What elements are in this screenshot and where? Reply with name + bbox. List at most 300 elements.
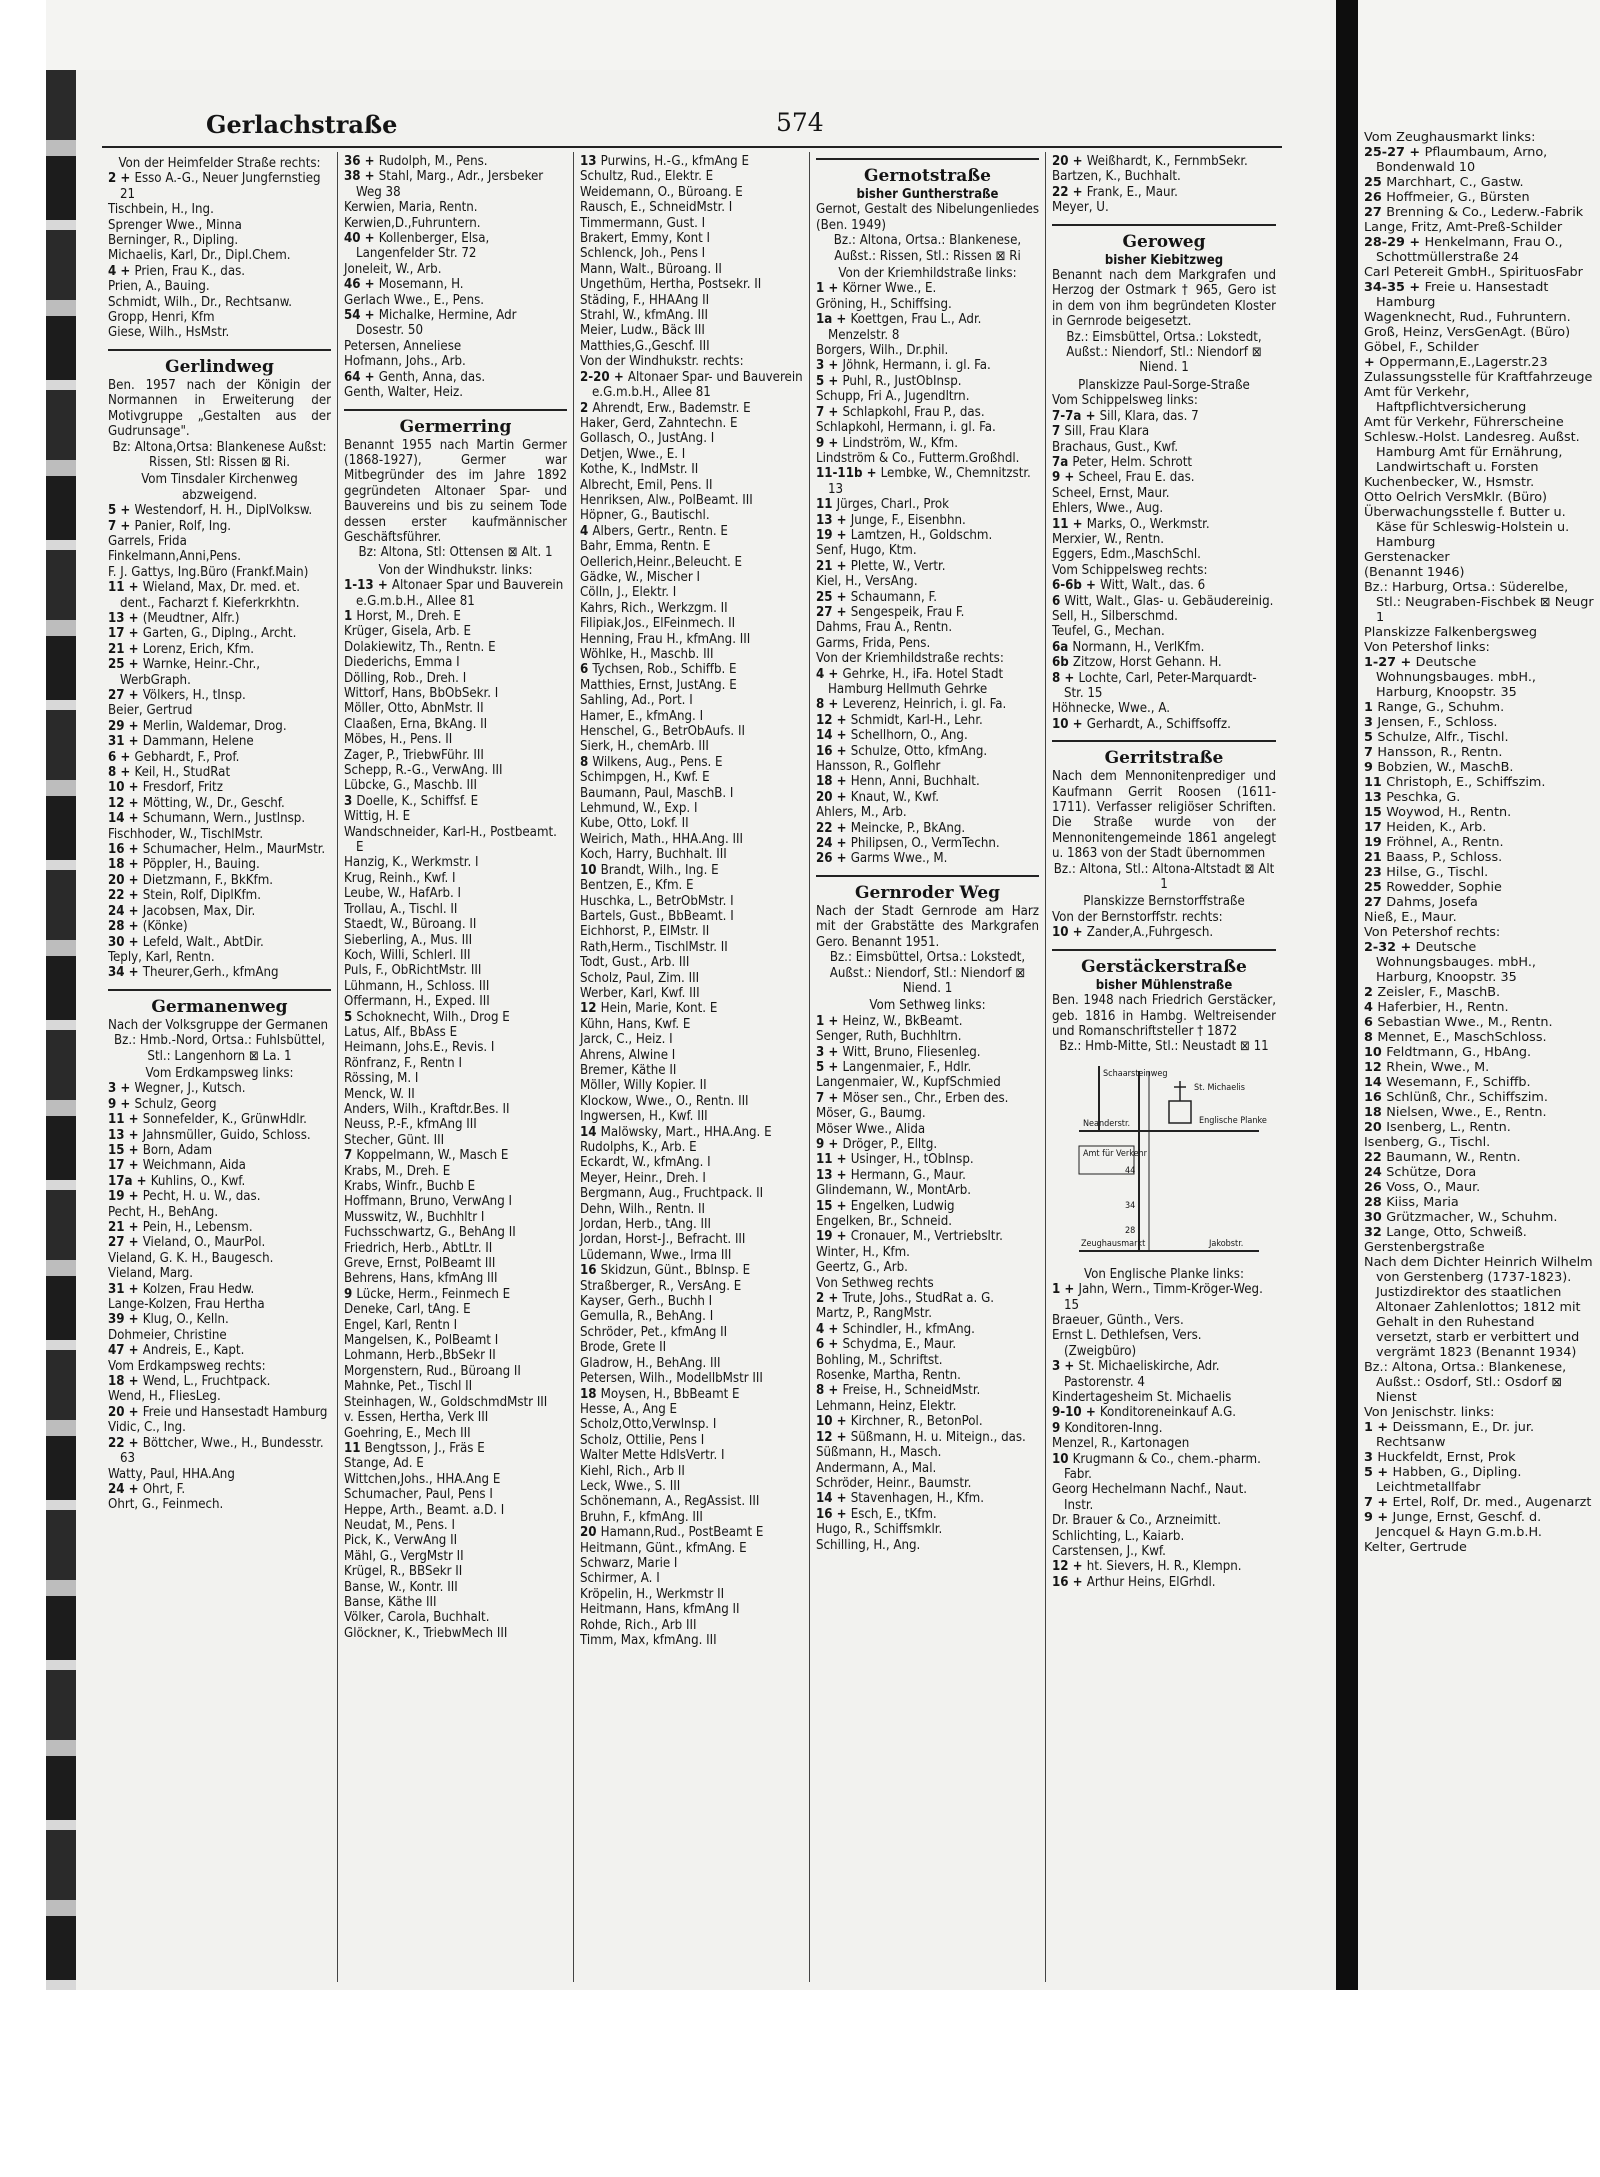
directory-entry: Schirmer, A. I (580, 1571, 660, 1587)
directory-entry: Ahlers, M., Arb. (816, 805, 907, 821)
house-number: 16 + (108, 842, 143, 858)
directory-entry: Detjen, Wwe., E. I (580, 446, 686, 462)
directory-entry: 3 + Wegner, J., Kutsch. (108, 1081, 246, 1097)
directory-entry: Kube, Otto, Lokf. II (580, 816, 689, 832)
directory-entry: Wittig, H. E (344, 809, 411, 825)
house-number: 5 + (816, 373, 843, 389)
house-number: 7 + (816, 1090, 843, 1106)
directory-entry: 9-10 + Konditoreneinkauf A.G. (1052, 1405, 1237, 1421)
directory-entry: 7 + Ertel, Rolf, Dr. med., Augenarzt (1364, 1495, 1592, 1510)
house-number: 13 + (108, 1127, 143, 1143)
directory-entry: Kühn, Hans, Kwf. E (580, 1016, 691, 1032)
directory-entry: Möller, Willy Kopier. II (580, 1078, 707, 1094)
house-number: 6 + (108, 749, 135, 765)
street-district: Bz.: Eimsbüttel, Ortsa.: Lokstedt, Außst.: Niendorf, Stl.: Niendorf ⊠ Niend. 1 (1066, 329, 1262, 376)
directory-entry: 27 + Völkers, H., tInsp. (108, 688, 246, 703)
directory-entry: Stange, Ad. E (344, 1456, 424, 1472)
house-number: 25-27 + (1364, 145, 1425, 160)
directory-entry: 12 + ht. Sievers, H. R., Klempn. (1052, 1559, 1242, 1575)
house-number: 4 + (816, 1321, 843, 1337)
house-number: 7 (1364, 745, 1378, 760)
directory-entry: Krabs, Winfr., Buchb E (344, 1179, 476, 1194)
directory-entry: Möller, Otto, AbnMstr. II (344, 701, 484, 717)
directory-entry: Nach dem Dichter Heinrich Wilhelm von Gerstenberg (1737-1823). Justizdirektor des staatlichen Altonaer Zahlenlottos; 1812 mit Gehalt in den Ruhestand versetzt, starb er verbittert und vergrämt 1823 (Benannt 1934) (1364, 1255, 1593, 1360)
directory-entry: Wend, H., FliesLeg. (108, 1389, 221, 1405)
house-number: 14 (1364, 1075, 1387, 1090)
directory-entry: Brachaus, Gust., Kwf. (1052, 439, 1179, 455)
directory-entry: 1 + Heinz, W., BkBeamt. (816, 1013, 963, 1029)
directory-entry: Henriksen, Alw., PolBeamt. III (580, 492, 753, 508)
house-number: 17a + (108, 1173, 151, 1189)
directory-entry: Banse, Käthe III (344, 1594, 437, 1610)
directory-entry: Senger, Ruth, Buchhltrn. (816, 1029, 962, 1045)
directory-entry: 46 + Mosemann, H. (344, 277, 464, 293)
directory-entry: Von der Kriemhildstraße rechts: (816, 651, 1004, 667)
house-number: 17 (1364, 820, 1387, 835)
house-number: 6b (1052, 655, 1073, 671)
directory-entry: Rössing, M. I (344, 1071, 419, 1087)
directory-entry: Dehn, Wilh., Rentn. II (580, 1201, 706, 1217)
street-section-heading: Vom Tinsdaler Kirchenweg abzweigend. (141, 472, 298, 503)
house-number: 9 (1052, 1420, 1065, 1436)
directory-entry: Höhnecke, Wwe., A. (1052, 701, 1170, 717)
directory-entry: 9 Konditoren-Inng. (1052, 1420, 1163, 1436)
street-district: Bz.: Hmb.-Nord, Ortsa.: Fuhlsbüttel, Stl.: Langenhorn ⊠ La. 1 (114, 1033, 325, 1064)
directory-entry: Genth, Walter, Heiz. (344, 385, 464, 401)
street-description: Ben. 1948 nach Friedrich Gerstäcker, geb. 1816 in Hambg. Weltreisender und Romanschriftsteller † 1872 (1052, 993, 1276, 1039)
directory-entry: Rath,Herm., TischlMstr. II (580, 939, 728, 955)
house-number: 1 + (1052, 1282, 1079, 1298)
directory-entry: Teufel, G., Mechan. (1052, 624, 1165, 640)
house-number: 28 (1364, 1195, 1387, 1210)
directory-entry: 10 Krugmann & Co., chem.-pharm. Fabr. (1052, 1451, 1261, 1482)
directory-entry: 21 + Lorenz, Erich, Kfm. (108, 641, 255, 657)
directory-entry: Vidic, C., Ing. (108, 1420, 186, 1436)
directory-entry: Pick, K., VerwAng II (344, 1533, 458, 1549)
directory-entry: Joneleit, W., Arb. (344, 261, 442, 277)
house-number: 15 + (816, 1198, 851, 1214)
directory-entry: Kothe, K., IndMstr. II (580, 462, 699, 478)
map-label-amt-fuer-verkehr: Amt für Verkehr (1083, 1148, 1148, 1159)
directory-entry: 30 + Lefeld, Walt., AbtDir. (108, 934, 264, 950)
directory-entry: Eckardt, W., kfmAng. I (580, 1155, 711, 1171)
house-number: 4 + (108, 263, 135, 279)
directory-entry: 8 + Freise, H., SchneidMstr. (816, 1383, 981, 1399)
house-number: 28-29 + (1364, 235, 1425, 250)
house-number: 26 + (816, 851, 851, 867)
directory-entry: Bentzen, E., Kfm. E (580, 878, 694, 894)
street-description: Nach der Stadt Gernrode am Harz mit der Grabstätte des Markgrafen Gero. Benannt 1951. (816, 903, 1039, 950)
house-number: 2-20 + (580, 369, 628, 385)
directory-entry: 7 + Schlapkohl, Frau P., das. (816, 404, 985, 420)
house-number: 2-32 + (1364, 940, 1416, 955)
directory-entry: Baumann, Paul, MaschB. I (580, 785, 734, 801)
directory-entry: 7-7a + Sill, Klara, das. 7 (1052, 408, 1199, 424)
directory-entry: Otto Oelrich VersMklr. (Büro) (1364, 490, 1548, 505)
house-number: 2 + (816, 1291, 843, 1307)
house-number: 16 (1364, 1090, 1387, 1105)
directory-entry: Schlapkohl, Hermann, i. gl. Fa. (816, 420, 996, 436)
directory-entry: Bahr, Emma, Rentn. E (580, 539, 711, 555)
map-label-number: 44 (1125, 1165, 1136, 1176)
street-section-heading: Von Englische Planke links: (1084, 1266, 1244, 1282)
house-number: 1 + (1364, 1420, 1393, 1435)
directory-entry: 20 + Weißhardt, K., FernmbSekr. (1052, 154, 1248, 169)
house-number: 9 + (108, 1096, 135, 1112)
house-number: 32 (1364, 1225, 1387, 1240)
house-number: 22 + (108, 1435, 143, 1451)
directory-entry: 19 + Cronauer, M., Vertriebsltr. (816, 1229, 1003, 1245)
directory-entry: 28 Kiiss, Maria (1364, 1195, 1459, 1210)
street-block (816, 875, 1039, 1553)
directory-entry: 27 Brenning & Co., Lederw.-Fabrik (1364, 205, 1584, 220)
directory-entry: Friedrich, Herb., AbtLtr. II (344, 1240, 493, 1256)
directory-entry: Martz, P., RangMstr. (816, 1306, 932, 1322)
directory-entry: 22 Baumann, W., Rentn. (1364, 1150, 1521, 1165)
house-number: 16 + (1052, 1574, 1087, 1590)
street-name: Gerstäckerstraße (1052, 949, 1276, 978)
directory-entry: Schupp, Fri A., Jugendltrn. (816, 389, 970, 405)
house-number: 7 + (1364, 1495, 1393, 1510)
directory-entry: Lehmund, W., Exp. I (580, 801, 698, 817)
directory-entry: Stecher, Günt. III (344, 1132, 445, 1148)
directory-entry: 10 + Gerhardt, A., Schiffsoffz. (1052, 716, 1231, 732)
directory-entry: Schimpgen, H., Kwf. E (580, 770, 710, 786)
directory-entry: 38 + Stahl, Marg., Adr., Jersbeker Weg 38 (344, 169, 544, 200)
directory-entry: Sieberling, A., Mus. III (344, 932, 473, 948)
directory-entry: Groß, Heinz, VersGenAgt. (Büro) (1364, 325, 1571, 340)
directory-entry: Wittchen,Johs., HHA.Ang E (344, 1471, 501, 1487)
directory-entry: Lange, Fritz, Amt-Preß-Schilder (1364, 220, 1563, 235)
directory-entry: v. Essen, Hertha, Verk III (344, 1410, 489, 1426)
house-number: 10 + (816, 1414, 851, 1430)
facing-page (1358, 130, 1600, 1990)
street-section-heading: Von der Windhukstr. links: (378, 562, 533, 578)
house-number: 2 + (108, 171, 135, 187)
directory-entry: 16 + Esch, E., tKfm. (816, 1506, 937, 1522)
directory-entry: Von Petershof rechts: (1364, 925, 1501, 940)
directory-entry: 5 Schoknecht, Wilh., Drog E (344, 1009, 510, 1025)
directory-entry: Ohrt, G., Feinmech. (108, 1497, 224, 1513)
directory-entry: 29 + Merlin, Waldemar, Drog. (108, 718, 287, 734)
directory-entry: Matthies, Ernst, JustAng. E (580, 677, 737, 693)
house-number: 21 + (816, 558, 851, 574)
directory-entry: Lohmann, Herb.,BbSekr II (344, 1348, 496, 1364)
directory-entry: 3 + St. Michaeliskirche, Adr. Pastorenstr. 4 (1052, 1359, 1220, 1390)
directory-entry: Ungethüm, Hertha, Postsekr. II (580, 277, 762, 293)
directory-entry: 1-13 + Altonaer Spar und Bauverein e.G.m.b.H., Allee 81 (344, 578, 564, 609)
directory-entry: (Benannt 1946) (1364, 565, 1465, 580)
house-number: 34 + (108, 965, 143, 981)
directory-entry: Rohde, Rich., Arb III (580, 1617, 697, 1633)
street-block (344, 154, 567, 401)
house-number: 10 (580, 862, 601, 878)
street-block (1052, 154, 1276, 216)
directory-entry: 2 Zeisler, F., MaschB. (1364, 985, 1501, 1000)
directory-entry: Straßberger, R., VersAng. E (580, 1278, 742, 1294)
directory-entry: Isenberg, G., Tischl. (1364, 1135, 1491, 1150)
house-number: 23 (1364, 865, 1387, 880)
street-map (1059, 1061, 1269, 1261)
house-number: 9 + (816, 1136, 843, 1152)
house-number: 12 + (816, 1429, 851, 1445)
house-number: 25 + (108, 657, 143, 673)
directory-entry: Andermann, A., Mal. (816, 1460, 937, 1476)
directory-entry: 14 + Stavenhagen, H., Kfm. (816, 1491, 984, 1507)
directory-entry: 39 + Klug, O., Kelln. (108, 1312, 229, 1328)
directory-entry: Kayser, Gerh., Buchh I (580, 1294, 713, 1310)
directory-entry: 13 + Jahnsmüller, Guido, Schloss. (108, 1127, 311, 1143)
directory-entry: 1 + Jahn, Wern., Timm-Kröger-Weg. 15 (1052, 1282, 1263, 1313)
house-number: 11 + (108, 580, 143, 596)
directory-column (1046, 152, 1282, 1982)
house-number: 64 + (344, 369, 379, 385)
directory-entry: Schepp, R.-G., VerwAng. III (344, 763, 503, 779)
house-number: 6 (1052, 593, 1065, 609)
directory-entry: 17 + Weichmann, Aida (108, 1158, 246, 1174)
directory-entry: Möbes, H., Pens. II (344, 732, 453, 748)
directory-entry: 20 Hamann,Rud., PostBeamt E (580, 1525, 764, 1541)
directory-entry: Hoffmann, Bruno, VerwAng I (344, 1194, 513, 1210)
house-number: 12 + (1052, 1559, 1087, 1575)
directory-entry: 15 Woywod, H., Rentn. (1364, 805, 1512, 820)
directory-entry: 7 Hansson, R., Rentn. (1364, 745, 1503, 760)
directory-entry: 4 Albers, Gertr., Rentn. E (580, 523, 728, 539)
directory-entry: Timmermann, Gust. I (580, 215, 706, 231)
directory-entry: 22 + Stein, Rolf, DiplKfm. (108, 888, 262, 904)
directory-entry: Borgers, Wilh., Dr.phil. (816, 343, 949, 359)
house-number: 17 + (108, 1158, 143, 1174)
house-number: 11 + (1052, 516, 1087, 532)
directory-entry: 11 Jürges, Charl., Prok (816, 497, 950, 513)
house-number: 16 + (816, 1506, 851, 1522)
directory-entry: Jordan, Horst-J., Befracht. III (580, 1232, 746, 1248)
house-number: 12 + (108, 795, 143, 811)
house-number: 9 + (1052, 470, 1079, 486)
street-block (108, 989, 331, 1513)
directory-entry: Süßmann, H., Masch. (816, 1445, 942, 1461)
directory-entry: 11 + Usinger, H., tObInsp. (816, 1152, 974, 1168)
directory-entry: 10 + Fresdorf, Fritz (108, 780, 223, 796)
directory-entry: Von Petershof links: (1364, 640, 1490, 655)
directory-entry: 3 Huckfeldt, Ernst, Prok (1364, 1450, 1516, 1465)
directory-entry: F. J. Gattys, Ing.Büro (Frankf.Main) (108, 564, 309, 580)
directory-entry: 8 Wilkens, Aug., Pens. E (580, 754, 723, 770)
directory-entry: 2 + Trute, Johs., StudRat a. G. (816, 1291, 995, 1307)
house-number: 31 + (108, 734, 143, 750)
directory-entry: Diederichs, Emma I (344, 655, 460, 671)
directory-entry: 13 + (Meudtner, Alfr.) (108, 610, 240, 626)
directory-entry: Göbel, F., Schilder (1364, 340, 1479, 355)
directory-entry: 20 Isenberg, L., Rentn. (1364, 1120, 1511, 1135)
directory-page (46, 70, 1336, 1990)
house-number: 12 + (816, 712, 851, 728)
house-number: + (1364, 355, 1380, 370)
directory-column (102, 152, 338, 1982)
directory-entry: Bz.: Altona, Ortsa.: Blankenese, Außst.: Osdorf, Stl.: Osdorf ⊠ Nienst (1364, 1360, 1567, 1405)
directory-entry: 7 Koppelmann, W., Masch E (344, 1148, 509, 1164)
directory-entry: Lüdemann, Wwe., Irma III (580, 1247, 732, 1263)
map-label-jakobstr: Jakobstr. (1209, 1238, 1244, 1249)
house-number: 8 + (816, 697, 843, 713)
directory-entry: 3 + Jöhnk, Hermann, i. gl. Fa. (816, 358, 991, 374)
directory-entry: 24 + Jacobsen, Max, Dir. (108, 903, 256, 919)
directory-entry: Amt für Verkehr, Führerscheine (1364, 415, 1564, 430)
directory-entry: 13 Peschka, G. (1364, 790, 1461, 805)
directory-entry: 5 + Westendorf, H. H., DiplVolksw. (108, 503, 313, 519)
directory-entry: Werber, Karl, Kwf. III (580, 985, 700, 1001)
house-number: 27 (1364, 205, 1387, 220)
directory-columns (102, 152, 1282, 1982)
house-number: 11 + (816, 1152, 851, 1168)
directory-entry: Eggers, Edm.,MaschSchl. (1052, 547, 1201, 563)
map-label-church: St. Michaelis (1194, 1082, 1245, 1093)
directory-entry: 6-6b + Witt, Walt., das. 6 (1052, 578, 1206, 594)
directory-entry: Cölln, J., Elektr. I (580, 585, 677, 601)
house-number: 29 + (108, 718, 143, 734)
directory-entry: Heitmann, Hans, kfmAng II (580, 1602, 740, 1618)
house-number: 18 + (108, 857, 143, 873)
directory-entry: Von Jenischstr. links: (1364, 1405, 1495, 1420)
directory-entry: Scholz, Ottilie, Pens I (580, 1432, 705, 1448)
directory-entry: 1 Horst, M., Dreh. E (344, 608, 461, 624)
directory-entry: 9 Bobzien, W., MaschB. (1364, 760, 1514, 775)
house-number: 19 + (816, 527, 851, 543)
house-number: 21 (1364, 850, 1387, 865)
directory-entry: Bartels, Gust., BbBeamt. I (580, 908, 734, 924)
house-number: 24 + (816, 836, 851, 852)
directory-entry: Filipiak,Jos., ElFeinmech. II (580, 616, 736, 632)
house-number: 39 + (108, 1312, 143, 1328)
street-name: Gernroder Weg (816, 875, 1039, 904)
directory-entry: 28-29 + Henkelmann, Frau O., Schottmüllerstraße 24 (1364, 235, 1563, 265)
directory-entry: 13 + Junge, F., Eisenbhn. (816, 512, 966, 528)
house-number: 31 + (108, 1281, 143, 1297)
page-header (146, 106, 1326, 146)
directory-entry: 17 Heiden, K., Arb. (1364, 820, 1487, 835)
directory-entry: Schröder, Heinr., Baumstr. (816, 1475, 972, 1491)
directory-entry: 26 Voss, O., Maur. (1364, 1180, 1481, 1195)
directory-entry: Banse, W., Kontr. III (344, 1579, 458, 1595)
house-number: 6 + (816, 1337, 843, 1353)
directory-entry: Claaßen, Erna, BkAng. II (344, 716, 488, 732)
directory-entry: Dolakiewitz, Th., Rentn. E (344, 639, 496, 655)
street-block (108, 156, 331, 341)
directory-entry: Henning, Frau H., kfmAng. III (580, 631, 751, 647)
house-number: 11-11b + (816, 466, 881, 482)
directory-entry: 1 Range, G., Schuhm. (1364, 700, 1505, 715)
directory-entry: 20 + Knaut, W., Kwf. (816, 789, 939, 805)
street-name: Germanenweg (108, 989, 331, 1018)
directory-entry: Planskizze Falkenbergsweg (1364, 625, 1538, 640)
directory-entry: + Oppermann,E.,Lagerstr.23 (1364, 355, 1548, 370)
house-number: 6 (580, 662, 593, 678)
directory-entry: Meyer, Heinr., Dreh. I (580, 1170, 706, 1186)
house-number: 5 + (1364, 1465, 1393, 1480)
street-description: Nach dem Mennonitenprediger und Kaufmann Gerrit Roosen (1611-1711). Verfasser religiöser Schriften. Die Straße wurde von der Mennonitengemeinde 1861 angelegt u. 1863 von der Stadt übernommen (1052, 769, 1276, 862)
directory-entry: Nieß, E., Maur. (1364, 910, 1457, 925)
directory-entry: Meyer, U. (1052, 200, 1109, 216)
directory-entry: Hanzig, K., Werkmstr. I (344, 855, 479, 871)
directory-entry: Geertz, G., Arb. (816, 1260, 908, 1276)
directory-entry: Eichhorst, P., ElMstr. II (580, 924, 710, 940)
house-number: 9 + (816, 435, 843, 451)
directory-entry: Schwarz, Marie I (580, 1555, 678, 1571)
directory-entry: Schilling, H., Ang. (816, 1537, 921, 1553)
directory-entry: Pecht, H., BehAng. (108, 1204, 219, 1220)
house-number: 19 + (108, 1189, 143, 1205)
directory-entry: 6b Zitzow, Horst Gehann. H. (1052, 655, 1222, 671)
house-number: 47 + (108, 1343, 143, 1359)
house-number: 22 + (108, 888, 143, 904)
street-description: Ben. 1957 nach der Königin der Normannen in Erweiterung der Motivgruppe „Gestalten aus der Gudrunsage". (108, 377, 331, 440)
directory-entry: Gropp, Henri, Kfm (108, 310, 215, 326)
directory-entry: Ingwersen, H., Kwf. III (580, 1109, 708, 1125)
street-name: Gernotstraße (816, 158, 1039, 187)
directory-entry: Menzel, R., Kartonagen (1052, 1436, 1190, 1452)
house-number: 3 + (1052, 1359, 1079, 1375)
directory-entry: Matthies,G.,Geschf. III (580, 338, 710, 354)
directory-entry: 24 + Philipsen, O., VermTechn. (816, 836, 1000, 852)
directory-entry: Vom Schippelsweg rechts: (1052, 562, 1208, 578)
directory-entry: Kerwien,D.,Fuhruntern. (344, 215, 481, 231)
directory-entry: Weirich, Math., HHA.Ang. III (580, 831, 743, 847)
directory-entry: Heimann, Johs.E., Revis. I (344, 1040, 495, 1056)
directory-entry: 27 + Sengespeik, Frau F. (816, 604, 965, 620)
house-number: 3 (1364, 1450, 1378, 1465)
street-section-heading: Vom Erdkampsweg links: (145, 1065, 294, 1081)
house-number: 22 + (816, 820, 851, 836)
directory-entry: 27 + Vieland, O., MaurPol. (108, 1235, 266, 1251)
house-number: 10 (1364, 1045, 1387, 1060)
directory-entry: 2-32 + Deutsche Wohnungsbauges. mbH., Harburg, Knoopstr. 35 (1364, 940, 1536, 985)
directory-entry: Garms, Frida, Pens. (816, 635, 931, 651)
directory-entry: Kuchenbecker, W., Hsmstr. (1364, 475, 1535, 490)
street-section-heading: Von der Kriemhildstraße links: (838, 266, 1017, 282)
directory-entry: 64 + Genth, Anna, das. (344, 369, 486, 385)
directory-entry: Dr. Brauer & Co., Arzneimitt. (1052, 1513, 1221, 1529)
directory-entry: 4 + Schindler, H., kfmAng. (816, 1321, 975, 1337)
directory-entry: 1 + Körner Wwe., E. (816, 281, 937, 297)
directory-entry: 11 + Wieland, Max, Dr. med. et. dent., Facharzt f. Kieferkrkhtn. (108, 580, 300, 611)
directory-entry: 6 + Gebhardt, F., Prof. (108, 749, 240, 765)
directory-entry: 25 + Schaumann, F. (816, 589, 937, 605)
directory-entry: 6 + Schydma, E., Maur. (816, 1337, 957, 1353)
house-number: 4 (1364, 1000, 1378, 1015)
directory-entry: Glindemann, W., MontArb. (816, 1183, 972, 1199)
directory-entry: 23 Hilse, G., Tischl. (1364, 865, 1489, 880)
directory-entry: Mahnke, Pet., Tischl II (344, 1379, 473, 1395)
house-number: 30 + (108, 934, 143, 950)
directory-entry: 8 Mennet, E., MaschSchloss. (1364, 1030, 1547, 1045)
directory-entry: Deneke, Carl, tAng. E (344, 1302, 471, 1318)
directory-entry: Dohmeier, Christine (108, 1327, 227, 1343)
directory-entry: Merxier, W., Rentn. (1052, 531, 1165, 547)
house-number: 5 + (108, 503, 135, 519)
directory-entry: Walter Mette HdlsVertr. I (580, 1448, 725, 1464)
map-label-neanderstr: Neanderstr. (1083, 1118, 1131, 1129)
house-number: 9-10 + (1052, 1405, 1100, 1421)
house-number: 13 (1364, 790, 1387, 805)
directory-entry: 22 + Böttcher, Wwe., H., Bundesstr. 63 (108, 1435, 324, 1467)
directory-entry: Anders, Wilh., Kraftdr.Bes. II (344, 1101, 510, 1117)
directory-entry: 24 Schütze, Dora (1364, 1165, 1477, 1180)
street-block (1052, 224, 1276, 733)
directory-entry: Schlesw.-Holst. Landesreg. Außst. Hamburg Amt für Ernährung, Landwirtschaft u. Forsten (1364, 430, 1580, 475)
house-number: 6a (1052, 639, 1073, 655)
house-number: 18 (580, 1386, 601, 1402)
directory-entry: Schönemann, A., RegAssist. III (580, 1494, 760, 1510)
